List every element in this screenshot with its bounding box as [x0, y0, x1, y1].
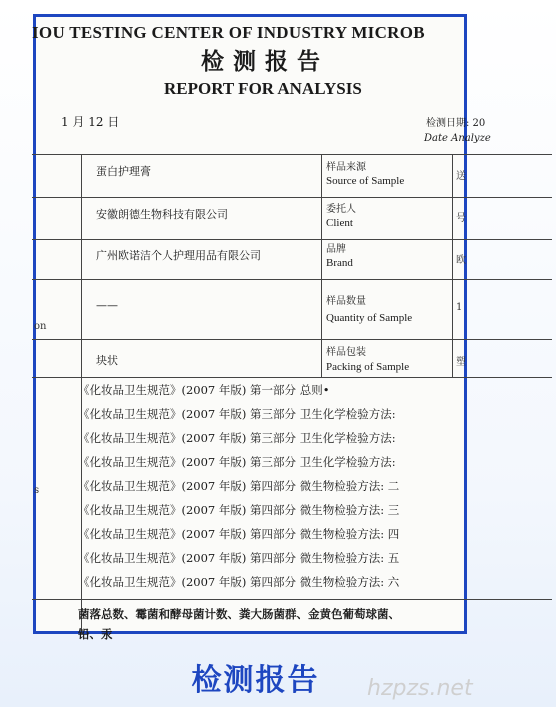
client-value: 安徽朗德生物科技有限公司: [96, 208, 228, 221]
source-label-cn: 样品来源: [326, 162, 366, 173]
standard-line-3: 《化妆品卫生规范》(2007 年版) 第三部分 卫生化学检验方法:: [78, 431, 396, 445]
quantity-label-en: Quantity of Sample: [326, 312, 413, 324]
sample-name: 蛋白护理膏: [96, 165, 151, 178]
standard-line-4: 《化妆品卫生规范》(2007 年版) 第三部分 卫生化学检验方法:: [78, 455, 396, 469]
table-line: [32, 154, 552, 155]
brand-value-fragment: 欧: [456, 255, 466, 266]
standard-line-2: 《化妆品卫生规范》(2007 年版) 第三部分 卫生化学检验方法:: [78, 407, 396, 421]
test-items-line: 菌落总数、霉菌和酵母菌计数、粪大肠菌群、金黄色葡萄球菌、: [78, 607, 400, 621]
table-line: [321, 154, 322, 377]
report-date-left: 1 月 12 日: [61, 115, 120, 129]
quantity-label-cn: 样品数量: [326, 296, 366, 307]
quantity-value-fragment: 1: [456, 302, 463, 313]
table-line: [32, 197, 552, 198]
standard-line-9: 《化妆品卫生规范》(2007 年版) 第四部分 微生物检验方法: 六: [78, 575, 400, 589]
standard-line-6: 《化妆品卫生规范》(2007 年版) 第四部分 微生物检验方法: 三: [78, 503, 400, 517]
table-line: [32, 599, 552, 600]
standard-line-1: 《化妆品卫生规范》(2007 年版) 第一部分 总则•: [78, 383, 330, 397]
packing-value-fragment: 塑: [456, 357, 466, 368]
brand-label-en: Brand: [326, 257, 353, 269]
row-label-fragment: on: [34, 321, 47, 332]
row-label-fragment: s: [34, 485, 40, 496]
standard-line-8: 《化妆品卫生规范》(2007 年版) 第四部分 微生物检验方法: 五: [78, 551, 400, 565]
test-date-label-cn: 检测日期: 20: [426, 118, 486, 129]
image-caption: 检测报告: [191, 663, 320, 698]
client-label-en: Client: [326, 217, 353, 229]
packing-value: 块状: [96, 354, 118, 367]
quantity-value: ——: [96, 299, 118, 312]
brand-label-cn: 品牌: [326, 244, 346, 255]
client-label-cn: 委托人: [326, 204, 356, 215]
source-value-fragment: 送: [456, 171, 466, 182]
table-line: [32, 377, 552, 378]
source-label-en: Source of Sample: [326, 175, 405, 187]
report-image-frame: [32, 14, 491, 641]
report-header-cn: 检测报告: [201, 48, 329, 75]
standard-line-5: 《化妆品卫生规范》(2007 年版) 第四部分 微生物检验方法: 二: [78, 479, 400, 493]
packing-label-cn: 样品包装: [326, 347, 366, 358]
report-header-en: IOU TESTING CENTER OF INDUSTRY MICROB: [32, 23, 425, 42]
table-line: [32, 239, 552, 240]
report-subtitle-en: REPORT FOR ANALYSIS: [164, 79, 362, 98]
test-date-label-en: Date Analyze: [424, 133, 491, 144]
report-paper: [0, 17, 556, 657]
test-items-line-2: 铅、汞: [78, 627, 113, 641]
table-line: [32, 339, 552, 340]
packing-label-en: Packing of Sample: [326, 361, 410, 373]
client-value-fragment: 号: [456, 213, 466, 224]
standard-line-7: 《化妆品卫生规范》(2007 年版) 第四部分 微生物检验方法: 四: [78, 527, 400, 541]
brand-value: 广州欧诺洁个人护理用品有限公司: [96, 249, 261, 262]
site-watermark: hzpzs.net: [367, 676, 473, 701]
table-line: [32, 279, 552, 280]
table-line: [452, 154, 453, 377]
